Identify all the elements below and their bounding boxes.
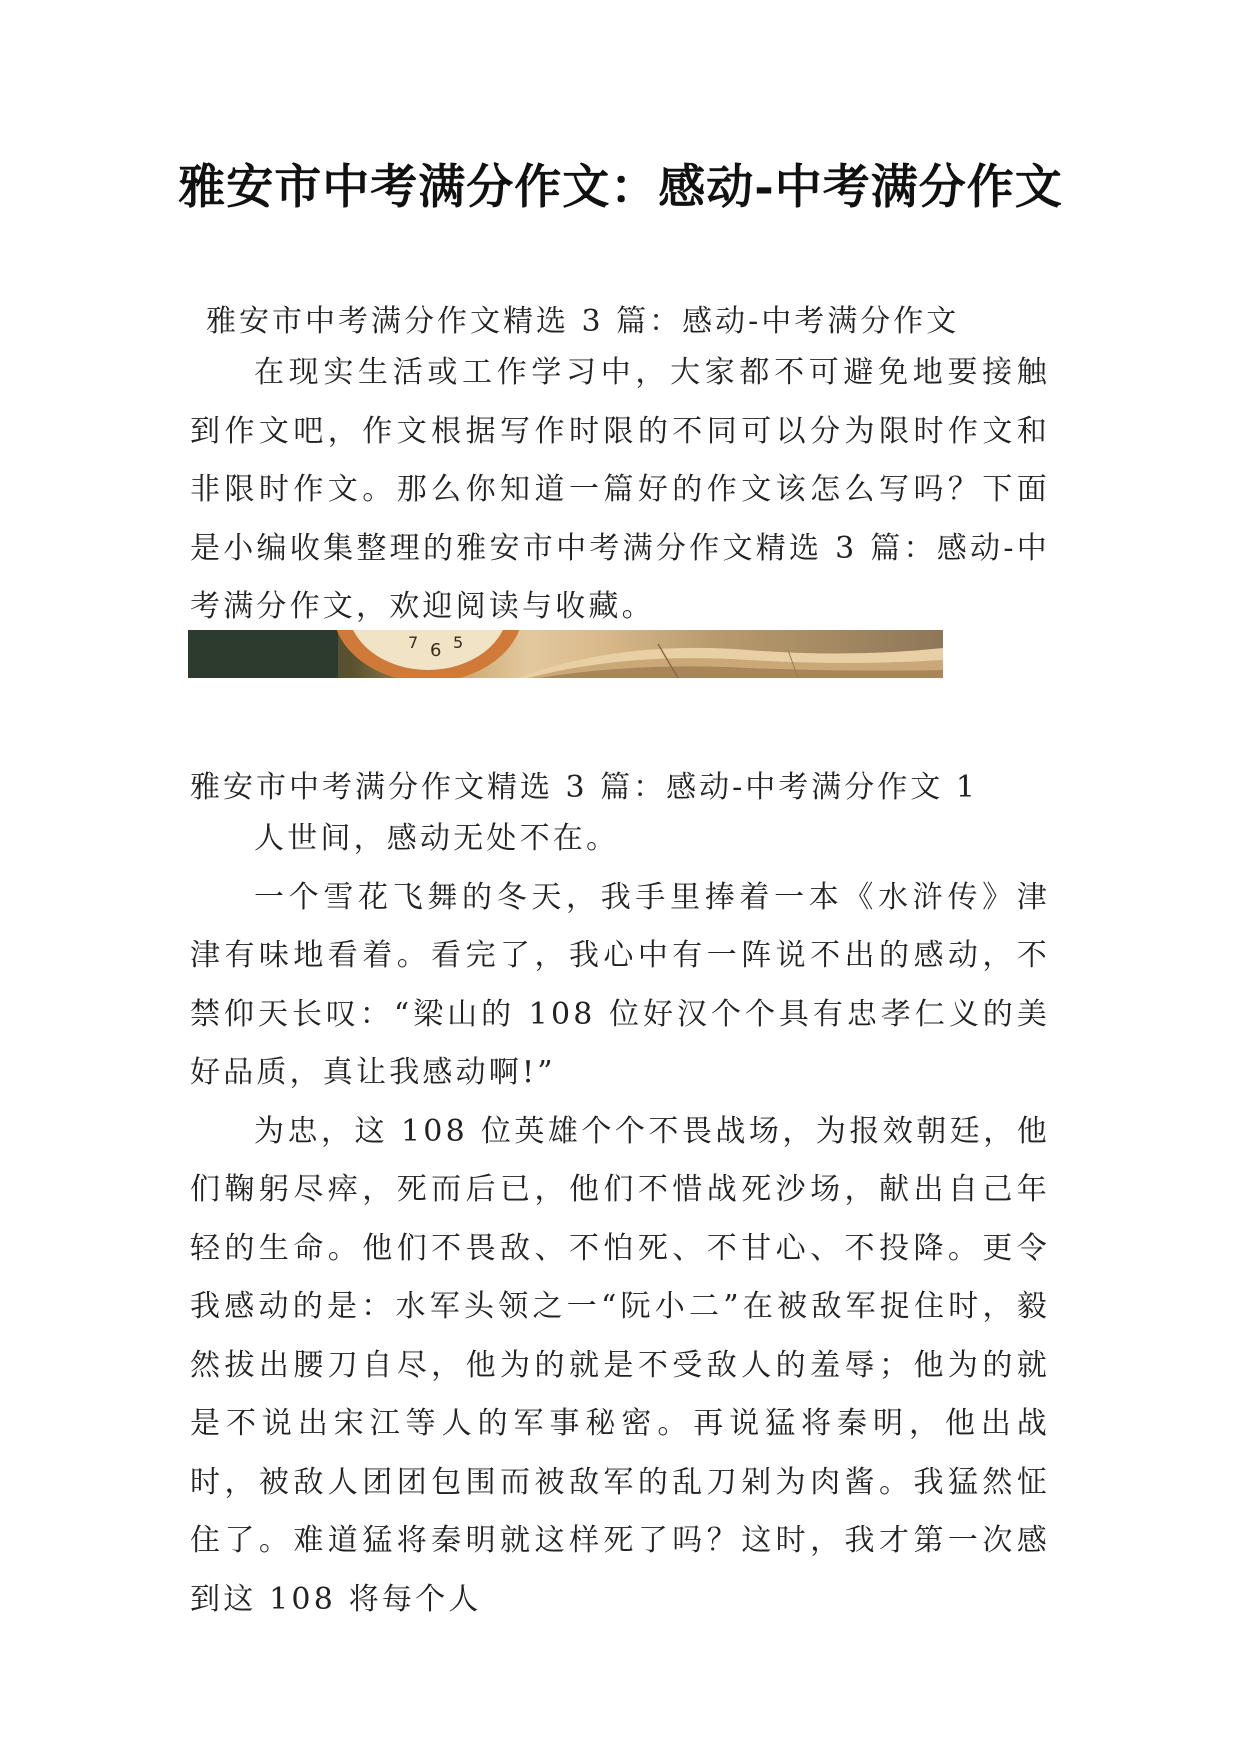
clock-numeral-7: 7	[408, 633, 419, 652]
intro-section	[190, 344, 1050, 637]
document-subtitle: 雅安市中考满分作文精选 3 篇：感动-中考满分作文	[206, 304, 960, 339]
essay-paragraph: 人世间，感动无处不在。	[254, 821, 620, 856]
section-heading: 雅安市中考满分作文精选 3 篇：感动-中考满分作文 1	[190, 770, 978, 805]
document-title: 雅安市中考满分作文：感动-中考满分作文	[178, 160, 1063, 215]
clock-numeral-5: 5	[453, 633, 464, 652]
intro-paragraph: 在现实生活或工作学习中，大家都不可避免地要接触到作文吧，作文根据写作时限的不同可以分为限时作文和非限时作文。那么你知道一篇好的作文该怎么写吗？下面是小编收集整理的雅安市中考满分作文精选 3 篇：感动-中考满分作文，欢迎阅读与收藏。	[190, 355, 1050, 624]
essay-section	[190, 810, 1050, 1629]
clock-numeral-6: 6	[430, 640, 442, 661]
essay-paragraph: 为忠，这 108 位英雄个个不畏战场，为报效朝廷，他们鞠躬尽瘁，死而后已，他们不惜战死沙场，献出自己年轻的生命。他们不畏敌、不怕死、不甘心、不投降。更令我感动的是：水军头领之一“阮小二”在被敌军捉住时，毅然拔出腰刀自尽，他为的就是不受敌人的羞辱；他为的就是不说出宋江等人的军事秘密。再说猛将秦明，他出战时，被敌人团团包围而被敌军的乱刀剁为肉酱。我猛然怔住了。难道猛将秦明就这样死了吗？这时，我才第一次感到这 108 将每个人	[190, 1113, 1050, 1617]
clock-and-book-illustration	[188, 630, 943, 678]
banner-image	[188, 630, 943, 678]
essay-paragraph: 一个雪花飞舞的冬天，我手里捧着一本《水浒传》津津有味地看着。看完了，我心中有一阵说不出的感动，不禁仰天长叹：“梁山的 108 位好汉个个具有忠孝仁义的美好品质，真让我感动啊!”	[190, 879, 1050, 1090]
